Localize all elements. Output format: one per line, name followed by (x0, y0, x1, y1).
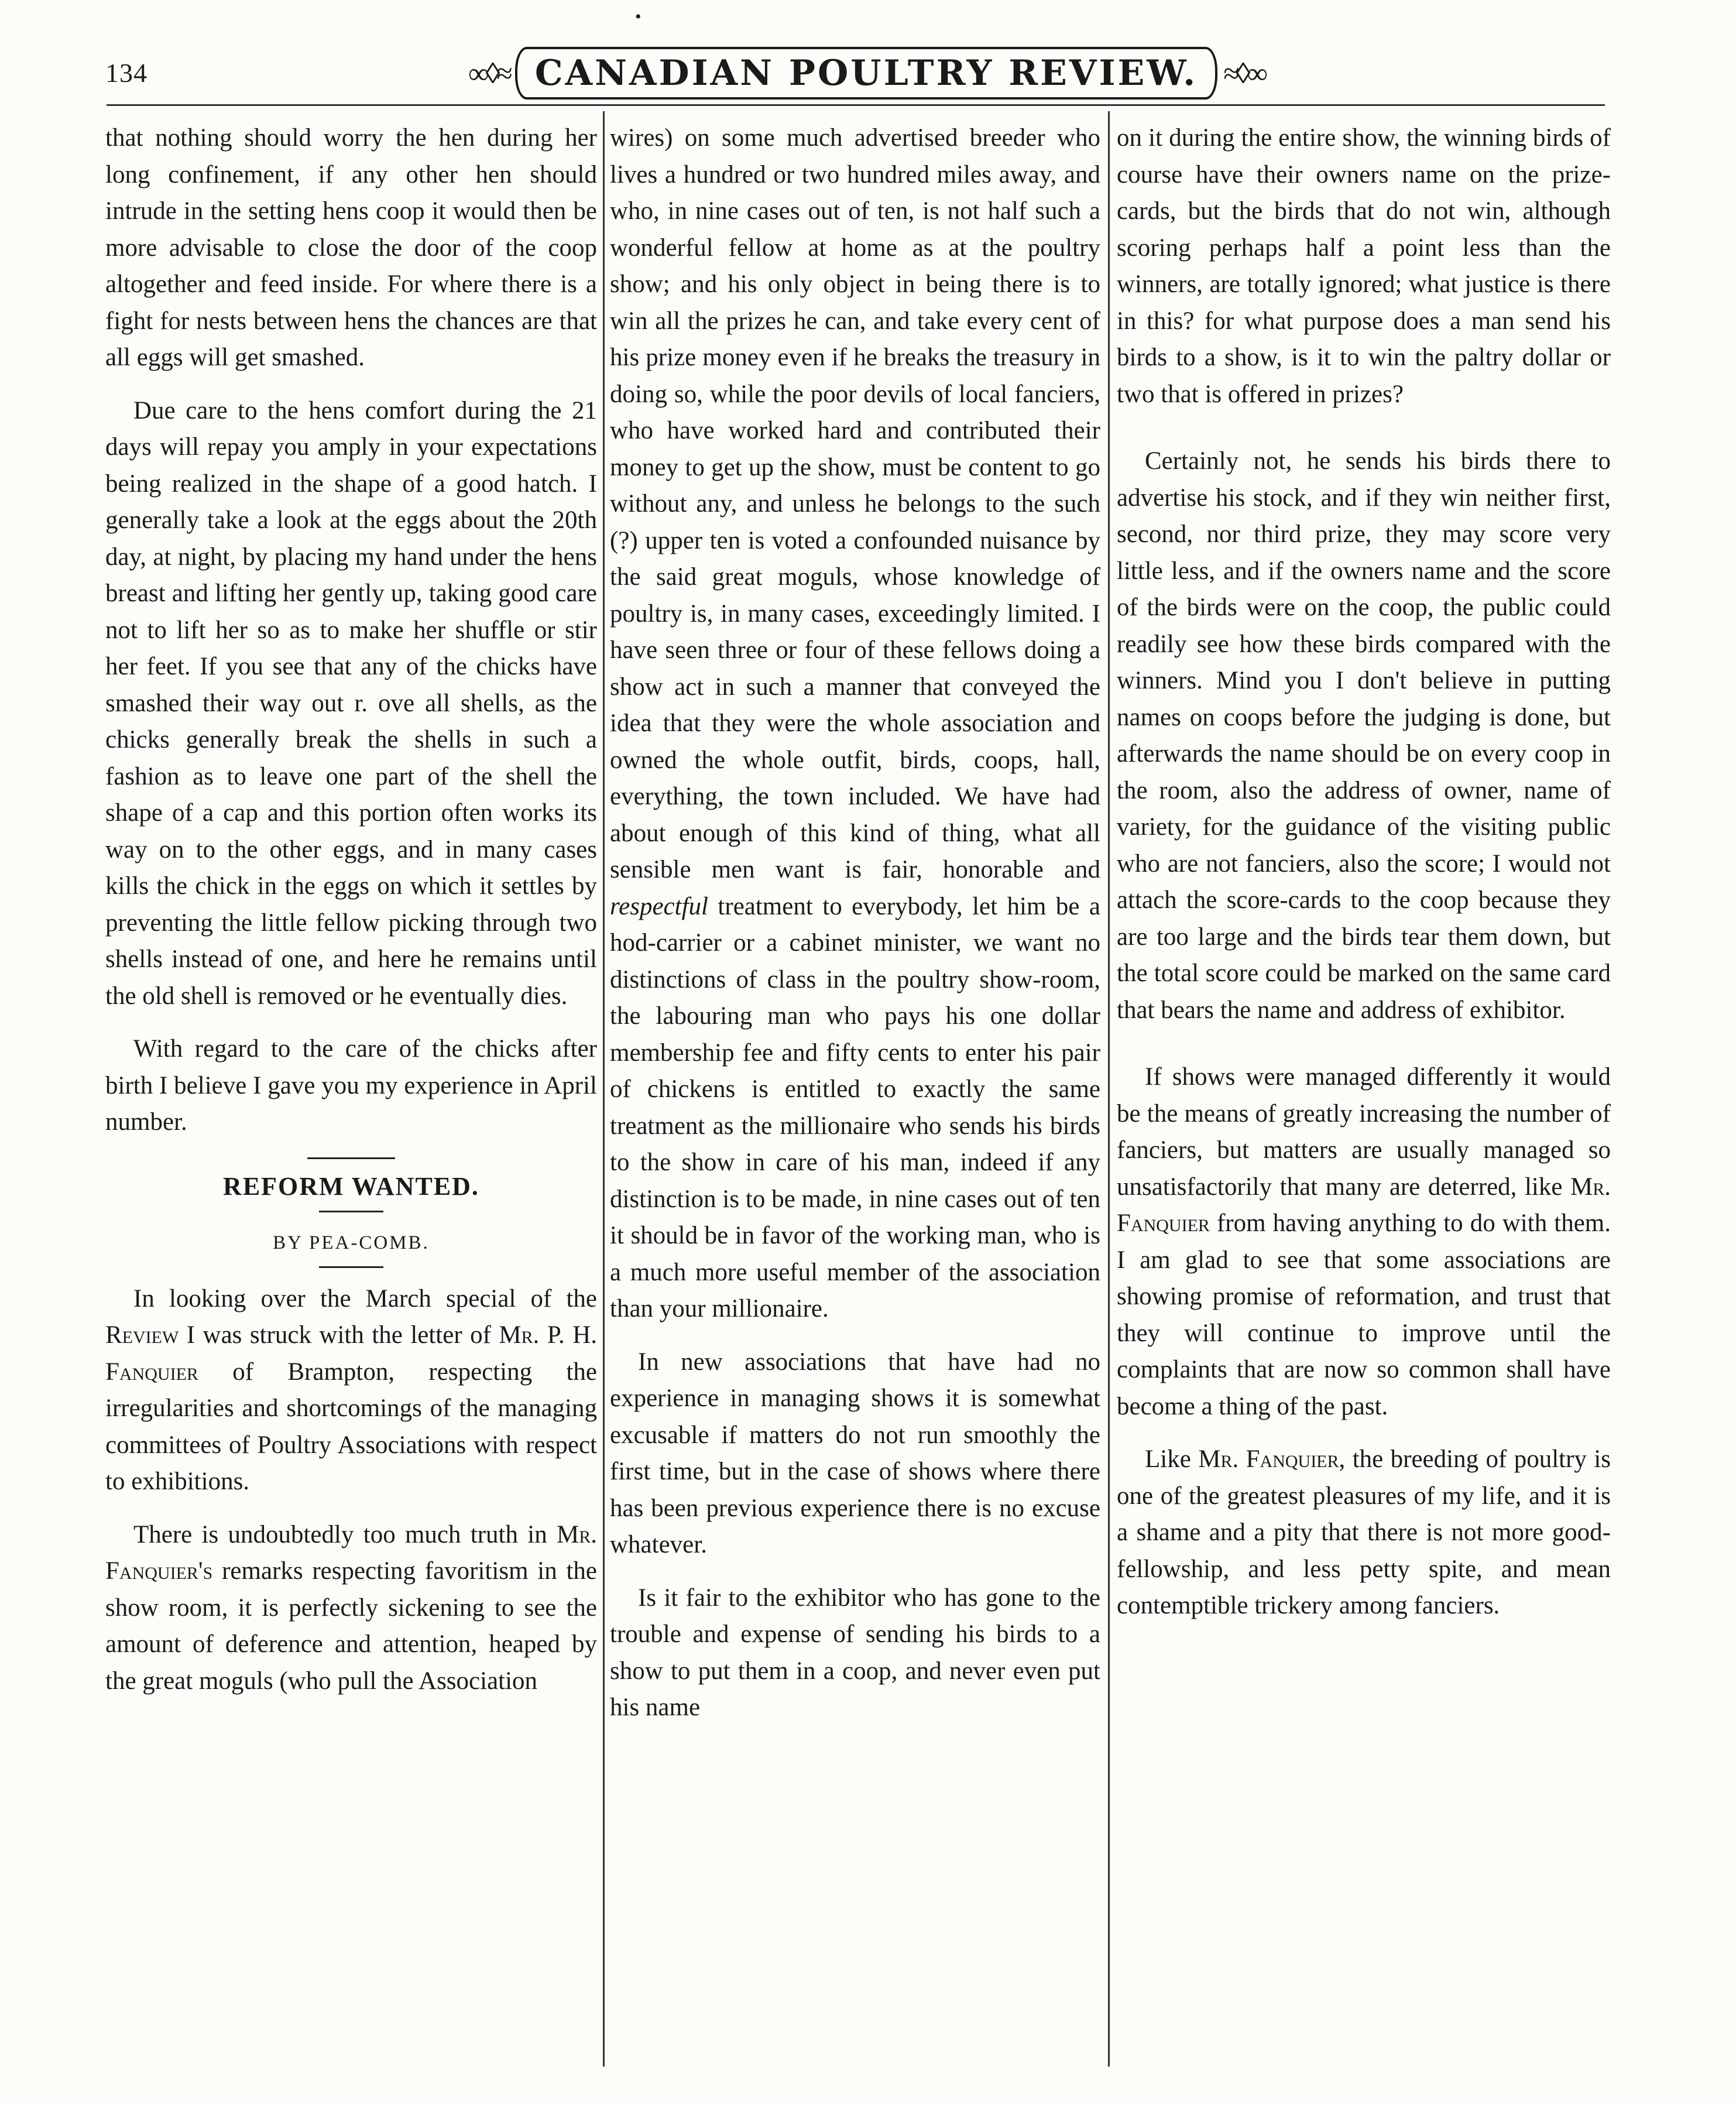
emphasis: respectful (610, 892, 708, 920)
paragraph (105, 1517, 597, 1700)
paragraph (1117, 1059, 1611, 1425)
text-run: from having anything to do with them. I am glad to see that some associations are showing promise of reformation, and trust that they will continue to improve until the complaints that are now so common shall have become a thing of the past. (1117, 1209, 1611, 1420)
ornament-right-icon: ≈◊∞ (1223, 57, 1264, 90)
masthead (468, 41, 1264, 105)
text-run: wires) on some much advertised breeder who lives a hundred or two hundred miles away, and who, in nine cases out of ten, is not half such a wonderful fellow at home as at the poultry show; and his only object in being there is to win all the prizes he can, and take every cent of his prize money even if he breaks the treasury in doing so, while the poor devils of local fanciers, who have worked hard and contributed their money to get up the show, must be content to go without any, and unless he belongs to the such (?) upper ten is voted a confounded nuisance by the said great moguls, whose knowledge of poultry is, in many cases, exceedingly limited. I have seen three or four of these fellows doing a show act in such a manner that conveyed the idea that they were the whole association and owned the whole outfit, birds, coops, hall, everything, the town included. We have had about enough of this kind of thing, what all sensible men want is fair, honorable and (610, 124, 1100, 883)
section-rule (319, 1211, 383, 1212)
paragraph: In new associations that have had no experience in managing shows it is somewhat excusable if matters do not run smoothly the first time, but in the case of shows where there has been previous experience there is no excuse whatever. (610, 1348, 1100, 1558)
paragraph: Due care to the hens comfort during the 21 days will repay you amply in your expectations being realized in the shape of a good hatch. I generally take a look at the eggs about the 20th day, at night, by placing my hand under the hens breast and lifting her gently up, taking good care not to lift her so as to make her shuffle or stir her feet. If you see that any of the chicks have smashed their way out r. ove all shells, as the chicks generally break the shells in such a fashion as to leave one part of the shell the shape of a cap and this portion often works its way on to the other eggs, and in many cases kills the chick in the eggs on which it settles by preventing the little fellow picking through two shells instead of one, and here he remains until the old shell is removed or he eventually dies. (105, 396, 597, 1010)
article-byline: BY PEA-COMB. (273, 1232, 430, 1253)
column-2 (610, 120, 1100, 2069)
paragraph: Certainly not, he sends his birds there to advertise his stock, and if they win neither first, second, nor third prize, they may score very little less, and if the owners name and the score of the birds were on the coop, the public could readily see how these birds compared with the winners. Mind you I don't believe in putting names on coops before the judging is done, but afterwards the name should be on every coop in the room, also the address of owner, name of variety, for the guidance of the visiting public who are not fanciers, also the score; I would not attach the score-cards to the coop because they are too large and the birds tear them down, but the total score could be marked on the same card that bears the name and address of exhibitor. (1117, 447, 1611, 1024)
column-3 (1117, 120, 1611, 2069)
paragraph: With regard to the care of the chicks after birth I believe I gave you my experience in April number. (105, 1035, 597, 1136)
text-run: remarks respecting favoritism in the show room, it is perfectly sickening to see the amount of deference and attention, heaped by the great moguls (who pull the Association (105, 1557, 597, 1695)
text-run: I was struck with the letter of (179, 1321, 499, 1349)
paragraph (1117, 1441, 1611, 1625)
text-run: In looking over the March special of the (133, 1284, 597, 1313)
text-run: If shows were managed differently it would be the means of greatly increasing the number of fanciers, but matters are usually managed so unsatisfactorily that many are deterred, like (1117, 1063, 1611, 1201)
ornament-left-icon: ∞◊≈ (468, 57, 509, 90)
paragraph: on it during the entire show, the winning birds of course have their owners name on the prize-cards, but the birds that do not win, although scoring perhaps half a point less than the winners, are totally ignored; what justice is there in this? for what purpose does a man send his birds to a show, is it to win the paltry dollar or two that is offered in prizes? (1117, 124, 1611, 408)
person-name: Mr. Fanquier (1117, 1173, 1611, 1237)
section-rule (307, 1157, 395, 1159)
person-name: Mr. P. H. Fanquier (105, 1321, 597, 1386)
text-run: of Brampton, respecting the irregularities and shortcomings of the managing committees of Poultry Associations with respect to exhibitions. (105, 1358, 597, 1495)
publication-title: CANADIAN POULTRY REVIEW. (515, 47, 1217, 100)
text-run: treatment to everybody, let him be a hod-carrier or a cabinet minister, we want no distinctions of class in the poultry show-room, the labouring man who pays his one dollar membership fee and fifty cents to enter his pair of chickens is entitled to exactly the same treatment as the millionaire who sends his birds to the show in care of his man, indeed if any distinction is to be made, in nine cases out of ten it should be in favor of the working man, who is a much more useful member of the association than your millionaire. (610, 892, 1100, 1322)
column-1 (105, 120, 597, 2069)
paragraph: that nothing should worry the hen during her long confinement, if any other hen should intrude in the setting hens coop it would then be more advisable to close the door of the coop altogether and feed inside. For where there is a fight for nests between hens the chances are that all eggs will get smashed. (105, 124, 597, 371)
paragraph: Is it fair to the exhibitor who has gone to the trouble and expense of sending his birds to a show to put them in a coop, and never even put his name (610, 1584, 1100, 1721)
person-name: Mr. Fanquier (1198, 1445, 1339, 1473)
person-name: Mr. Fanquier's (105, 1520, 597, 1585)
text-run: There is undoubtedly too much truth in (133, 1520, 557, 1548)
paragraph (105, 1281, 597, 1500)
stray-mark: • (635, 7, 641, 26)
page-number: 134 (105, 58, 147, 88)
text-run: Like (1145, 1445, 1199, 1473)
section-rule (319, 1266, 383, 1268)
paragraph (610, 120, 1100, 1328)
article-heading: REFORM WANTED. (223, 1171, 479, 1201)
header-rule (107, 104, 1605, 106)
column-divider (1108, 111, 1110, 2067)
column-divider (603, 111, 605, 2067)
publication-name: Review (105, 1321, 179, 1349)
text-run: , the breeding of poultry is one of the greatest pleasures of my life, and it is a shame and a pity that there is not more good-fellowship, and less petty spite, and mean contemptible trickery among fanciers. (1117, 1445, 1611, 1619)
